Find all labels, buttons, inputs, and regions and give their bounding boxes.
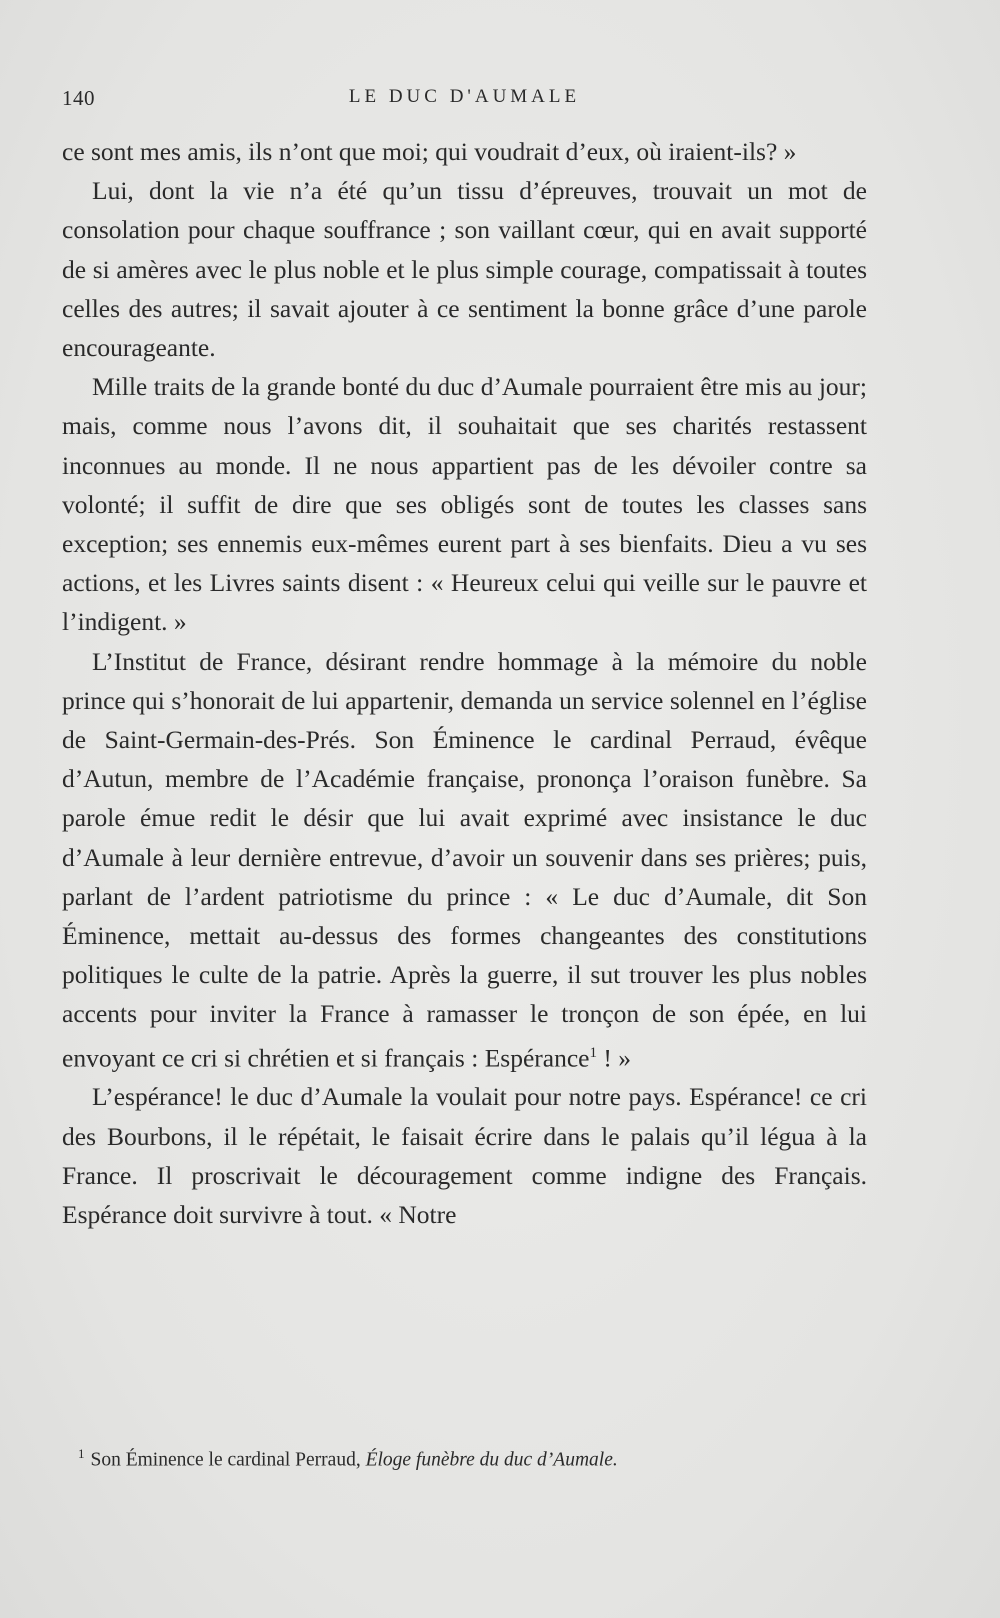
- paragraph: L’espérance! le duc d’Aumale la voulait pour notre pays. Espérance! ce cri des Bourbons, il le répétait, le faisait écrire dans le palais qu’il légua à la France. Il proscrivait le découragement comme indigne des Français. Espérance doit survivre à tout. « Notre: [62, 1082, 867, 1229]
- running-title: LE DUC D'AUMALE: [348, 86, 581, 107]
- paragraph: Lui, dont la vie n’a été qu’un tissu d’épreuves, trouvait un mot de consolation pour chaque souffrance ; son vaillant cœur, qui en avait supporté de si amères avec le plus noble et le plus simple courage, compatissait à toutes celles des autres; il savait ajouter à ce sentiment la bonne grâce d’une parole encourageante.: [62, 176, 867, 363]
- paragraph: ce sont mes amis, ils n’ont que moi; qui voudrait d’eux, où iraient-ils? »: [62, 137, 797, 166]
- running-head: [62, 86, 867, 116]
- footnote-title: Éloge funèbre du duc d’Aumale.: [365, 1449, 618, 1471]
- page-number: 140: [62, 86, 95, 110]
- footnote-reference: 1: [589, 1044, 597, 1061]
- footnote: [78, 1441, 867, 1474]
- paragraph-text: L’Institut de France, désirant rendre hommage à la mémoire du noble prince qui s’honorait de lui appartenir, demanda un service solennel en l’église de Saint-Germain-des-Prés. Son Éminence le cardinal Perraud, évêque d’Autun, membre de l’Académie française, prononça l’oraison funèbre. Sa parole émue redit le désir que lui avait exprimé avec insistance le duc d’Aumale à leur dernière entrevue, d’avoir un souvenir dans ses prières; puis, parlant de l’ardent patriotisme du prince : « Le duc d’Aumale, dit Son Éminence, mettait au-dessus des formes changeantes des constitutions politiques le culte de la patrie. Après la guerre, il sut trouver les plus nobles accents pour inviter la France à ramasser le tronçon de son épée, en lui envoyant ce cri si chrétien et si français : Espérance: [62, 646, 867, 1073]
- paragraph: Mille traits de la grande bonté du duc d’Aumale pourraient être mis au jour; mais, comme nous l’avons dit, il souhaitait que ses charités restassent inconnues au monde. Il ne nous appartient pas de les dévoiler contre sa volonté; il suffit de dire que ses obligés sont de toutes les classes sans exception; ses ennemis eux-mêmes eurent part à ses bienfaits. Dieu a vu ses actions, et les Livres saints disent : « Heureux celui qui veille sur le pauvre et l’indigent. »: [62, 372, 867, 637]
- footnote-mark: 1: [78, 1446, 85, 1461]
- footnote-text: Son Éminence le cardinal Perraud,: [90, 1449, 366, 1471]
- paragraph: [62, 642, 867, 1078]
- body-text: [62, 132, 867, 1234]
- paragraph-text-end: ! »: [596, 1043, 631, 1073]
